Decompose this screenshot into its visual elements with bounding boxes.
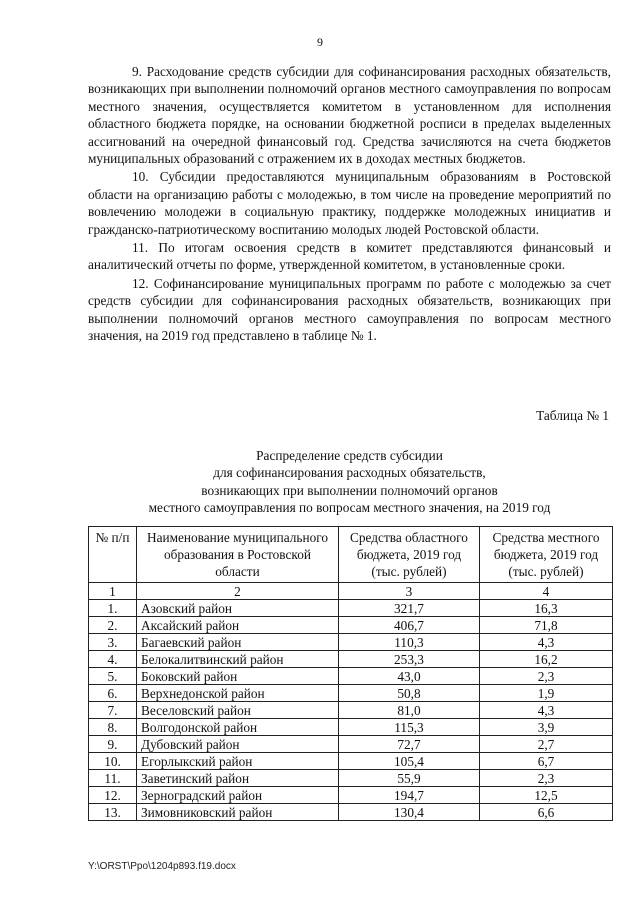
row-regional-budget: 81,0 — [339, 702, 480, 719]
row-regional-budget: 72,7 — [339, 736, 480, 753]
table-row — [89, 668, 613, 685]
table-body — [89, 600, 613, 821]
table-row — [89, 770, 613, 787]
row-num: 7. — [89, 702, 137, 719]
row-num: 8. — [89, 719, 137, 736]
row-num: 13. — [89, 804, 137, 821]
header-local: Средства местного бюджета, 2019 год (тыс. рублей) — [480, 527, 613, 583]
row-local-budget: 2,3 — [480, 668, 613, 685]
footer-file-path: Y:\ORST\Ppo\1204p893.f19.docx — [88, 861, 236, 872]
row-name: Егорлыкский район — [137, 753, 339, 770]
row-local-budget: 16,3 — [480, 600, 613, 617]
table-header-row — [89, 527, 613, 583]
row-name: Зимовниковский район — [137, 804, 339, 821]
paragraph-11: 11. По итогам освоения средств в комитет представляются финансовый и аналитический отчеты по форме, утвержденной комитетом, в установленные сроки. — [88, 240, 611, 273]
row-local-budget: 2,3 — [480, 770, 613, 787]
table-row — [89, 634, 613, 651]
row-regional-budget: 43,0 — [339, 668, 480, 685]
table-title-line: возникающих при выполнении полномочий органов — [201, 482, 498, 498]
row-name: Зерноградский район — [137, 787, 339, 804]
row-num: 1. — [89, 600, 137, 617]
row-regional-budget: 50,8 — [339, 685, 480, 702]
row-name: Дубовский район — [137, 736, 339, 753]
row-name: Веселовский район — [137, 702, 339, 719]
row-local-budget: 12,5 — [480, 787, 613, 804]
table-row — [89, 600, 613, 617]
row-local-budget: 6,6 — [480, 804, 613, 821]
paragraph-10: 10. Субсидии предоставляются муниципальным образованиям в Ростовской области на организацию работы с молодежью, в том числе на проведение мероприятий по вовлечению молодежи в социальную практику, поддержке молодежных инициатив и гражданско-патриотическому воспитанию молодых людей Ростовской области. — [88, 169, 611, 237]
header-num: № п/п — [89, 527, 137, 583]
row-regional-budget: 194,7 — [339, 787, 480, 804]
table-title-line: местного самоуправления по вопросам местного значения, на 2019 год — [148, 500, 551, 516]
table-row — [89, 617, 613, 634]
paragraph-12: 12. Софинансирование муниципальных программ по работе с молодежью за счет средств субсидии для софинансирования расходных обязательств, возникающих при выполнении полномочий органов местного самоуправления по вопросам местного значения, на 2019 год представлено в таблице № 1. — [88, 275, 611, 344]
table-row — [89, 685, 613, 702]
row-num: 9. — [89, 736, 137, 753]
table-title-line: Распределение средств субсидии — [256, 448, 443, 463]
row-num: 6. — [89, 685, 137, 702]
header-name: Наименование муниципального образования в Ростовской области — [137, 527, 339, 583]
row-num: 10. — [89, 753, 137, 770]
table-row — [89, 753, 613, 770]
paragraph-9: 9. Расходование средств субсидии для софинансирования расходных обязательств, возникающих при выполнении полномочий органов местного самоуправления по вопросам местного значения, осуществляется комитетом в установленном для исполнения областного бюджета порядке, на основании бюджетной росписи в пределах выделенных ассигнований на очередной финансовый год. Средства зачисляются на счета бюджетов муниципальных образований с отражением их в доходах местных бюджетов. — [88, 64, 611, 167]
row-regional-budget: 55,9 — [339, 770, 480, 787]
row-local-budget: 16,2 — [480, 651, 613, 668]
table-row — [89, 787, 613, 804]
column-number: 1 — [89, 583, 137, 600]
row-name: Багаевский район — [137, 634, 339, 651]
row-local-budget: 2,7 — [480, 736, 613, 753]
row-regional-budget: 105,4 — [339, 753, 480, 770]
table-column-numbers-row — [89, 583, 613, 600]
row-local-budget: 71,8 — [480, 617, 613, 634]
table-row — [89, 736, 613, 753]
table-row — [89, 719, 613, 736]
row-local-budget: 4,3 — [480, 702, 613, 719]
table-row — [89, 702, 613, 719]
subsidy-table — [88, 526, 613, 821]
page-number: 9 — [317, 35, 323, 49]
row-num: 12. — [89, 787, 137, 804]
column-number: 2 — [137, 583, 339, 600]
row-regional-budget: 321,7 — [339, 600, 480, 617]
table-row — [89, 804, 613, 821]
table-label: Таблица № 1 — [536, 408, 609, 423]
row-name: Аксайский район — [137, 617, 339, 634]
row-name: Заветинский район — [137, 770, 339, 787]
row-num: 2. — [89, 617, 137, 634]
row-regional-budget: 130,4 — [339, 804, 480, 821]
column-number: 3 — [339, 583, 480, 600]
row-name: Азовский район — [137, 600, 339, 617]
table-row — [89, 651, 613, 668]
header-regional: Средства областного бюджета, 2019 год (тыс. рублей) — [339, 527, 480, 583]
row-local-budget: 4,3 — [480, 634, 613, 651]
column-number: 4 — [480, 583, 613, 600]
row-name: Верхнедонской район — [137, 685, 339, 702]
row-name: Боковский район — [137, 668, 339, 685]
table-title-line: для софинансирования расходных обязательств, — [213, 465, 486, 481]
row-local-budget: 1,9 — [480, 685, 613, 702]
row-local-budget: 6,7 — [480, 753, 613, 770]
row-num: 5. — [89, 668, 137, 685]
row-local-budget: 3,9 — [480, 719, 613, 736]
row-num: 3. — [89, 634, 137, 651]
row-regional-budget: 406,7 — [339, 617, 480, 634]
row-name: Белокалитвинский район — [137, 651, 339, 668]
row-num: 4. — [89, 651, 137, 668]
row-num: 11. — [89, 770, 137, 787]
row-regional-budget: 115,3 — [339, 719, 480, 736]
row-regional-budget: 110,3 — [339, 634, 480, 651]
table-title — [88, 447, 611, 517]
row-regional-budget: 253,3 — [339, 651, 480, 668]
body-text — [88, 63, 611, 346]
row-name: Волгодонской район — [137, 719, 339, 736]
